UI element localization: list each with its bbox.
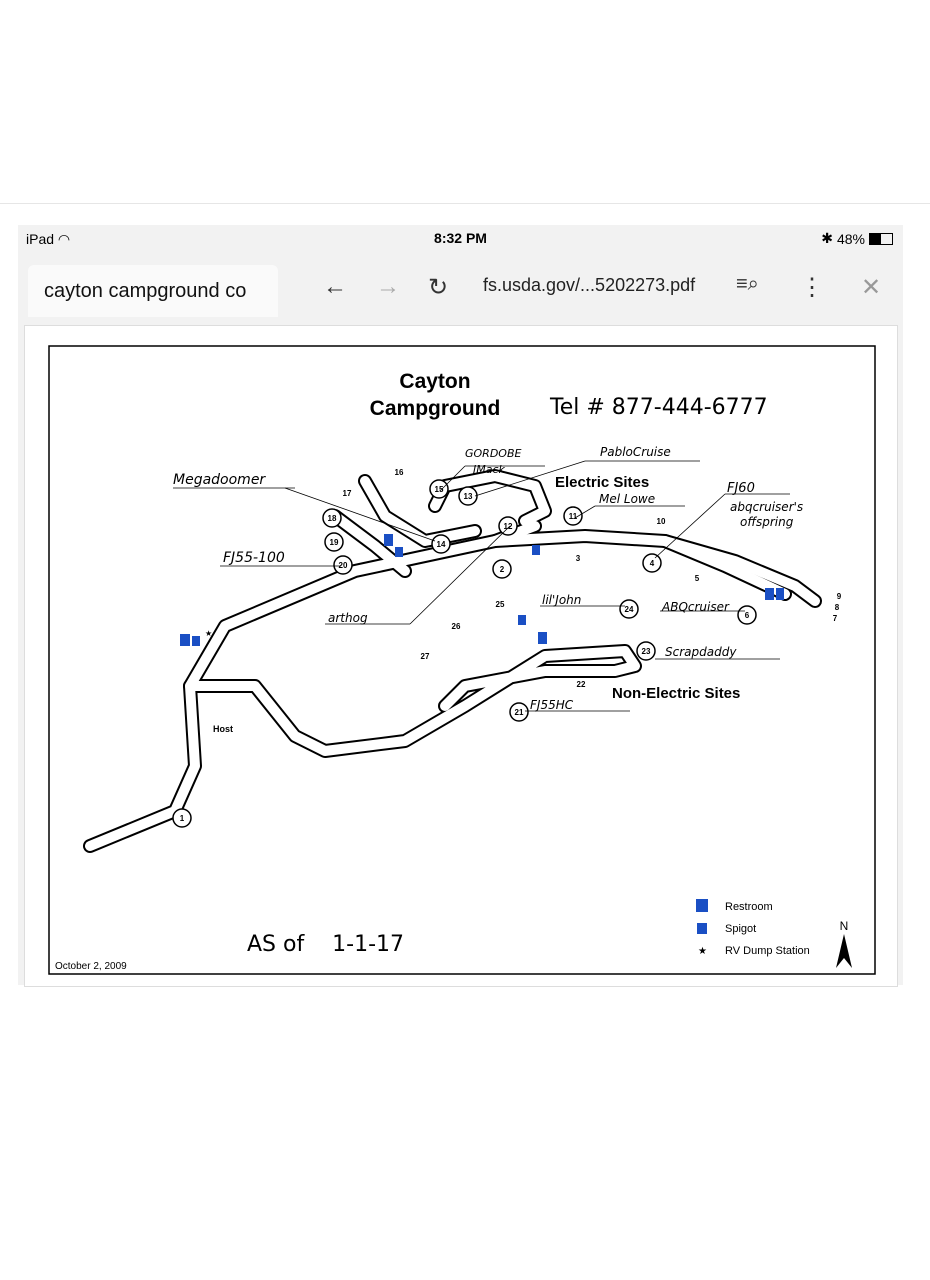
site-number-27: 27: [420, 652, 430, 661]
site-number-18: 18: [327, 514, 337, 523]
as-of-note: AS of 1-1-17: [247, 932, 405, 957]
site-number-23: 23: [641, 647, 651, 656]
legend-dump-icon: ★: [698, 946, 707, 957]
map-title-line2: Campground: [369, 397, 501, 420]
site-number-1: 1: [179, 814, 185, 823]
name-offspring: offspring: [740, 515, 794, 529]
phone-note: Tel # 877-444-6777: [550, 395, 768, 420]
restroom-icon: [180, 634, 190, 646]
scan-margin-top: [0, 0, 930, 205]
nonelectric-sites-label: Non-Electric Sites: [612, 685, 741, 702]
more-menu-icon[interactable]: ⋮: [800, 274, 824, 301]
name-arthog: arthog: [328, 611, 368, 625]
site-number-13: 13: [463, 492, 473, 501]
site-number-22: 22: [576, 680, 586, 689]
map-border: [49, 346, 875, 974]
close-icon[interactable]: ✕: [861, 274, 882, 301]
site-number-2: 2: [499, 565, 505, 574]
name-pablocruise: PabloCruise: [600, 445, 671, 459]
scan-fold-line: [0, 203, 930, 204]
ipad-screen: [18, 225, 903, 985]
spigot-icon: [518, 615, 526, 625]
site-number-4: 4: [649, 559, 655, 568]
spigot-icon: [532, 545, 540, 555]
site-number-11: 11: [568, 512, 578, 521]
site-number-15: 15: [434, 485, 444, 494]
name-fj55hc: FJ55HC: [530, 698, 574, 712]
campground-map: [25, 326, 897, 986]
name-liljohn: lil'John: [542, 593, 582, 607]
legend-spigot: Spigot: [725, 923, 757, 935]
site-number-19: 19: [329, 538, 339, 547]
site-number-3: 3: [575, 554, 581, 563]
restroom-icon: [384, 534, 393, 546]
name-abqcruiser: ABQcruiser: [662, 600, 729, 614]
host-label: Host: [213, 724, 233, 734]
site-number-9: 9: [836, 592, 842, 601]
browser-toolbar: [18, 255, 903, 317]
site-number-16: 16: [394, 468, 404, 477]
name-mellowe: Mel Lowe: [599, 492, 656, 506]
browser-tab[interactable]: cayton campground co: [28, 265, 278, 317]
reload-icon[interactable]: ↻: [428, 274, 449, 301]
site-number-7: 7: [832, 614, 838, 623]
spigot-icon: [776, 588, 784, 600]
status-time: 8:32 PM: [434, 230, 487, 246]
site-number-17: 17: [342, 489, 352, 498]
site-number-25: 25: [495, 600, 505, 609]
restroom-icon: [765, 588, 774, 600]
name-scrapdaddy: Scrapdaddy: [665, 645, 737, 659]
site-number-10: 10: [656, 517, 666, 526]
site-number-26: 26: [451, 622, 461, 631]
battery-percent: 48%: [836, 230, 865, 247]
back-arrow-icon[interactable]: ←: [323, 273, 347, 300]
find-in-page-icon[interactable]: ≡⌕: [736, 273, 759, 295]
wifi-icon: ◠: [57, 231, 71, 247]
status-bar: [18, 225, 903, 251]
url-bar[interactable]: fs.usda.gov/...5202273.pdf: [483, 275, 696, 295]
site-number-24: 24: [624, 605, 634, 614]
legend-dump: RV Dump Station: [725, 945, 810, 957]
battery-icon: [869, 233, 893, 245]
site-number-5: 5: [694, 574, 700, 583]
north-label: N: [839, 919, 849, 933]
site-number-8: 8: [834, 603, 840, 612]
legend-restroom: Restroom: [725, 901, 773, 913]
site-number-12: 12: [503, 522, 513, 531]
battery-fill: [870, 234, 881, 244]
spigot-icon: [192, 636, 200, 646]
restroom-icon: [538, 632, 547, 644]
bluetooth-icon: ✱: [821, 230, 833, 246]
legend-spigot-icon: [697, 923, 707, 934]
forward-arrow-icon[interactable]: →: [376, 273, 400, 300]
name-abqcruisers: abqcruiser's: [730, 500, 804, 514]
name-megadoomer: Megadoomer: [173, 472, 266, 488]
name-gordobe: GORDOBE: [465, 447, 522, 460]
name-jmack: JMack: [473, 463, 505, 476]
status-right: [821, 230, 893, 247]
name-fj55: FJ55-100: [223, 550, 285, 566]
electric-sites-label: Electric Sites: [555, 474, 650, 491]
name-fj60: FJ60: [727, 481, 755, 496]
legend-restroom-icon: [696, 899, 708, 912]
rv-dump-icon: ★: [205, 629, 213, 638]
site-number-21: 21: [514, 708, 524, 717]
site-number-20: 20: [338, 561, 348, 570]
spigot-icon: [395, 547, 403, 557]
pdf-viewer[interactable]: [24, 325, 898, 987]
site-number-14: 14: [436, 540, 446, 549]
device-label: iPad: [26, 231, 55, 247]
map-title-line1: Cayton: [399, 370, 471, 393]
site-number-6: 6: [744, 611, 750, 620]
map-date: October 2, 2009: [55, 961, 127, 972]
